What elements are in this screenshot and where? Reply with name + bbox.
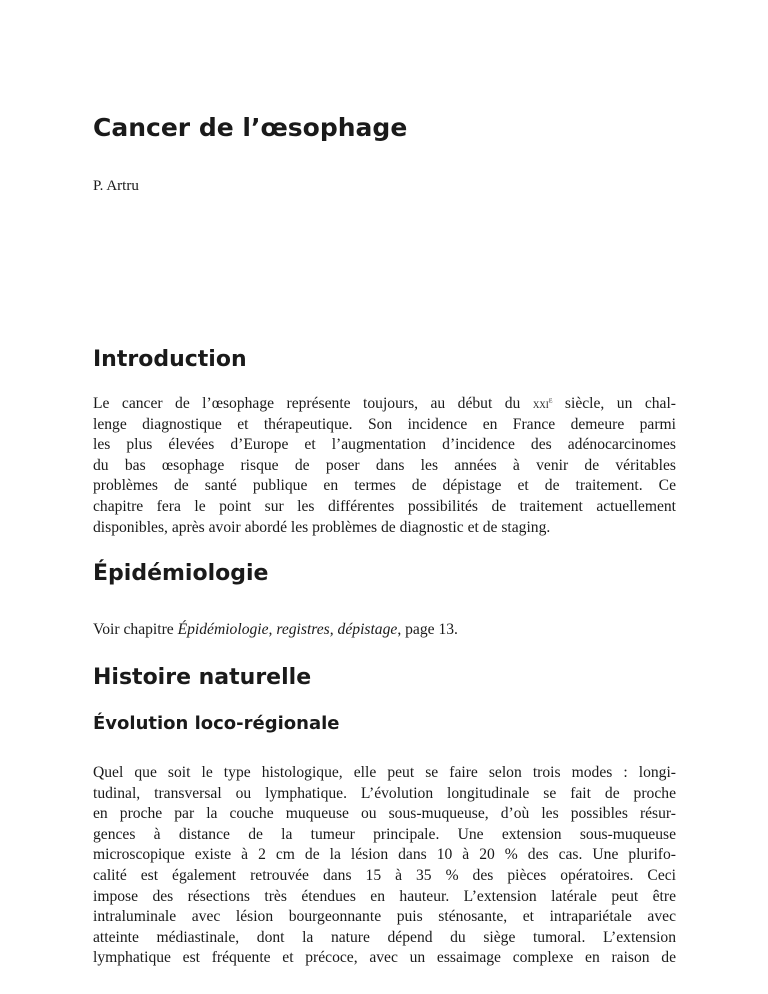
century-numeral: xxi$^e$ xyxy=(532,394,553,411)
subsection-heading-evolution: Évolution loco-régionale xyxy=(93,713,340,734)
section-heading-histoire-naturelle: Histoire naturelle xyxy=(93,665,312,690)
introduction-paragraph xyxy=(93,394,676,538)
paragraph-line: les plus élevées d’Europe et l’augmentation d’incidence des adénocarcinomes xyxy=(93,436,676,454)
paragraph-line: du bas œsophage risque de poser dans les années à venir de véritables xyxy=(93,456,676,474)
paragraph-line: lymphatique est fréquente et précoce, avec un essaimage complexe en raison de xyxy=(93,949,676,967)
paragraph-line: problèmes de santé publique en termes de dépistage et de traitement. Ce xyxy=(93,477,676,495)
section-heading-introduction: Introduction xyxy=(93,347,247,372)
paragraph-line: lenge diagnostique et thérapeutique. Son incidence en France demeure parmi xyxy=(93,415,676,433)
paragraph-line: gences à distance de la tumeur principale. Une extension sous-muqueuse xyxy=(93,825,676,843)
paragraph-line: calité est également retrouvée dans 15 à 35 % des pièces opératoires. Ceci xyxy=(93,866,676,884)
histoire-paragraph xyxy=(93,763,676,969)
paragraph-line: impose des résections très étendues en hauteur. L’extension latérale peut être xyxy=(93,887,676,905)
paragraph-line: microscopique existe à 2 cm de la lésion dans 10 à 20 % des cas. Une plurifo- xyxy=(93,846,676,864)
paragraph-line: intraluminale avec lésion bourgeonnante puis sténosante, et intrapariétale avec xyxy=(93,908,676,926)
paragraph-line: Quel que soit le type histologique, elle peut se faire selon trois modes : longi- xyxy=(93,764,676,781)
paragraph-line: tudinal, transversal ou lymphatique. L’évolution longitudinale se fait de proche xyxy=(93,784,676,802)
paragraph-line: en proche par la couche muqueuse ou sous-muqueuse, d’où les possibles résur- xyxy=(93,805,676,823)
paragraph-line: atteinte médiastinale, dont la nature dépend du siège tumoral. L’extension xyxy=(93,928,676,946)
paragraph-line: disponibles, après avoir abordé les problèmes de diagnostic et de staging. xyxy=(93,518,551,536)
paragraph-line: Le cancer de l’œsophage représente toujours, au début du xxi$^e$ siècle, un chal- xyxy=(93,394,676,412)
referenced-chapter-title: Épidémiologie, registres, dépistage xyxy=(177,621,398,638)
author-name: P. Artru xyxy=(93,178,139,194)
chapter-title: Cancer de l’œsophage xyxy=(93,113,408,142)
chapter-reference: Voir chapitre Épidémiologie, registres, dépistage, page 13. xyxy=(93,621,458,638)
section-heading-epidemiologie: Épidémiologie xyxy=(93,561,269,586)
paragraph-line: chapitre fera le point sur les différentes possibilités de traitement actuellement xyxy=(93,497,676,515)
